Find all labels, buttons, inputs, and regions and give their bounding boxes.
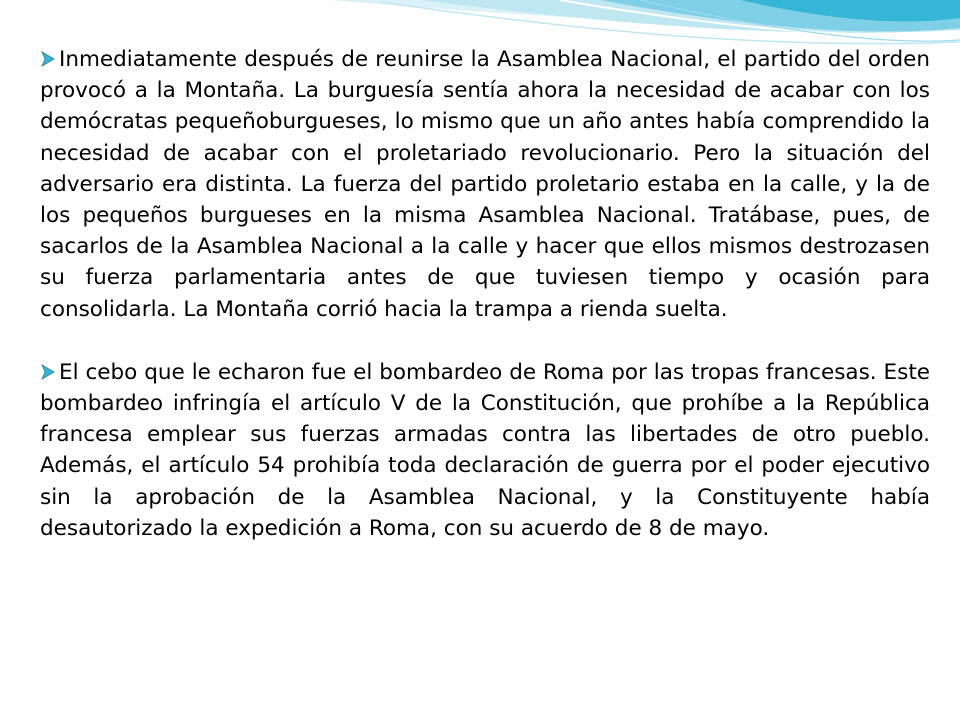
- bullet-paragraph-1: [40, 44, 930, 325]
- arrow-bullet-icon: [40, 364, 56, 380]
- arrow-bullet-icon: [40, 51, 56, 67]
- bullet-text-1: Inmediatamente después de reunirse la Asamblea Nacional, el partido del orden provocó a la Montaña. La burguesía sentía ahora la necesidad de acabar con los demócratas pequeñoburgueses, lo mismo que un año antes había comprendido la necesidad de acabar con el proletariado revolucionario. Pero la situación del adversario era distinta. La fuerza del partido proletario estaba en la calle, y la de los pequeños burgueses en la misma Asamblea Nacional. Tratábase, pues, de sacarlos de la Asamblea Nacional a la calle y hacer que ellos mismos destrozasen su fuerza parlamentaria antes de que tuviesen tiempo y ocasión para consolidarla. La Montaña corrió hacia la trampa a rienda suelta.: [40, 47, 930, 322]
- bullet-text-2: El cebo que le echaron fue el bombardeo de Roma por las tropas francesas. Este bombardeo infringía el artículo V de la Constitución, que prohíbe a la República francesa emplear sus fuerzas armadas contra las libertades de otro pueblo. Además, el artículo 54 prohibía toda declaración de guerra por el poder ejecutivo sin la aprobación de la Asamblea Nacional, y la Constituyente había desautorizado la expedición a Roma, con su acuerdo de 8 de mayo.: [40, 359, 930, 541]
- bullet-paragraph-2: [40, 357, 930, 544]
- slide-body: [40, 44, 930, 544]
